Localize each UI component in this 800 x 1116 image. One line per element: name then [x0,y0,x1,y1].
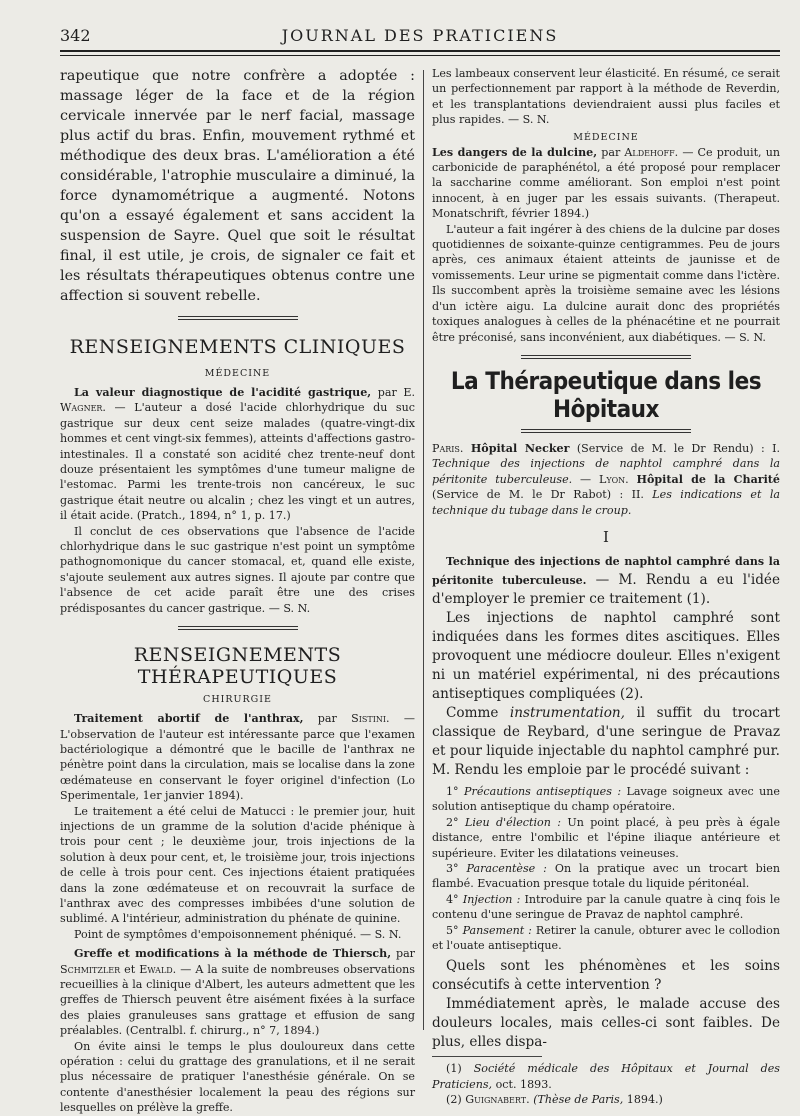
page-number: 342 [60,26,91,45]
technique-heading: Technique des injections de naphtol camphré dans la péritonite tuberculeuse. [432,554,780,587]
procedure-steps [432,784,780,953]
right-column [432,66,780,1108]
graft-article-author: Schmitzler [60,962,121,976]
therapeutic-section-title: RENSEIGNEMENTS THÉRAPEUTIQUES [133,644,342,689]
section-divider [521,355,691,359]
footnote-rule [432,1056,542,1057]
anthrax-article-author: Sistini. [351,712,390,726]
graft-article-author: Ewald. [139,962,177,976]
procedure-step: 3° Paracentèse : On la pratique avec un trocart bien flambé. Evacuation presque totale du liquide péritonéal. [432,861,781,891]
hospitals-section-title: La Thérapeutique dans les Hôpitaux [450,366,762,423]
anthrax-article-heading: Traitement abortif de l'anthrax, [74,712,304,726]
clinical-section-title: RENSEIGNEMENTS CLINIQUES [69,336,406,358]
technique-intro: Technique des injections de naphtol camphré dans la péritonite tuberculeuse. — M. Rendu a eu l'idée d'employer le premier ce traitement (1). [432,554,781,607]
hospitals-summary: Paris. Hôpital Necker (Service de M. le Dr Rendu) : I. Technique des injections de naphtol camphré dans la péritonite tuberculeuse. — Lyon. Hôpital de la Charité (Service de M. le Dr Rabot) : II. Les indications et la technique du tubage dans le croup. [432,441,780,517]
followup-p1: Quels sont les phénomènes et les soins consécutifs à cette intervention ? [432,958,780,994]
page-header [60,26,780,48]
procedure-step: 4° Injection : Introduire par la canule quatre à cinq fois le contenu d'une seringue de Pravaz de naphtol camphré. [432,892,781,922]
clinical-article-p2: Il conclut de ces observations que l'absence de l'acide chlorhydrique dans le suc gastrique n'est point un symptôme pathognomonique du cancer stomacal, et, quand elle existe, s'ajoute seulement aux autres signes. Il ajoute par contre que l'absence de cet acide paraît être une des crises prédisposantes du cancer gastrique. — S. N. [60,524,415,615]
procedure-step: 5° Pansement : Retirer la canule, obturer avec le collodion et l'ouate antiseptique. [432,923,781,952]
dulcine-article-heading: Les dangers de la dulcine, [432,145,598,159]
clinical-article-author: E. Wagner. [60,386,415,415]
journal-title: JOURNAL DES PRATICIENS [281,26,559,45]
anthrax-article-p1: Traitement abortif de l'anthrax, par Sistini. — L'observation de l'auteur est intéressante parce que l'examen bactériologique a démontré que le bacille de l'anthrax ne pénètre point dans la circulation, mais se localise dans la zone œdémateuse en conservant le foyer originel d'infection (Lo Sperimentale, 1er janvier 1894). [60,712,415,803]
technique-p3: Comme instrumentation, il suffit du trocart classique de Reybard, d'une seringue de Pravaz et pour liquide injectable du naphtol camphré pur. M. Rendu les emploie par le procédé suivant : [432,704,780,778]
hospital-charite: Hôpital de la Charité [636,472,780,486]
dulcine-article-author: Aldehoff. [624,145,679,159]
graft-article-p1: Greffe et modifications à la méthode de Thiersch, par Schmitzler et Ewald. — A la suite de nombreuses observations recueillies à la clinique d'Albert, les auteurs admettent que les greffes de Thiersch peuvent être aisément fixées à la surface des plaies granuleuses sans grattage et effusion de sang préalables. (Centralbl. f. chirurg., n° 7, 1894.) [60,947,415,1038]
section-divider [178,626,298,630]
footnote-1: (1) Société médicale des Hôpitaux et Journal des Praticiens, oct. 1893. [432,1062,780,1091]
graft-continuation: Les lambeaux conservent leur élasticité. En résumé, ce serait un perfectionnement par rapport à la méthode de Reverdin, et les transplantations deviendraient aussi plus faciles et plus rapides. — S. N. [432,67,780,127]
intro-paragraph: rapeutique que notre confrère a adoptée : massage léger de la face et de la région cervicale innervée par le nerf facial, massage plus actif du bras. Enfin, mouvement rythmé et méthodique des deux bras. L'amélioration a été considérable, l'atrophie musculaire a diminué, la force dynamométrique a augmenté. Notons qu'on a essayé également et sans accident la suspension de Sayre. Quel que soit le résultat final, il est utile, je crois, de signaler ce fait et les résultats thérapeutiques obtenus contre une affection si souvent rebelle. [60,68,415,304]
hospital-necker: Hôpital Necker [470,441,570,455]
procedure-step: 2° Lieu d'élection : Un point placé, à peu près à égale distance, entre l'ombilic et l'épine iliaque antérieure et supérieure. Eviter les dilatations veineuses. [432,815,781,860]
clinical-article-heading: La valeur diagnostique de l'acidité gastrique, [74,386,372,399]
medicine-category: MÉDECINE [573,131,639,143]
surgery-category: CHIRURGIE [203,694,272,706]
section-divider [521,429,691,433]
header-rule [60,50,780,52]
left-column [60,66,415,1116]
graft-article-p2: On évite ainsi le temps le plus douloureux dans cette opération : celui du grattage des granulations, et il ne serait plus nécessaire de pratiquer l'anesthésie générale. On se contente d'anesthésier localement la peau des régions sur lesquelles on prélève la greffe. [60,1039,415,1115]
part-numeral: I [603,527,609,546]
clinical-category: MÉDECINE [204,368,271,379]
column-divider [423,70,424,1030]
procedure-step: 1° Précautions antiseptiques : Lavage soigneux avec une solution antiseptique du champ opératoire. [432,784,781,814]
anthrax-article-p3: Point de symptômes d'empoisonnement phéniqué. — S. N. [74,927,402,941]
section-divider [178,316,298,320]
clinical-article-p1: La valeur diagnostique de l'acidité gastrique, par E. Wagner. — L'auteur a dosé l'acide chlorhydrique du suc gastrique sur deux cent seize malades (quatre-vingt-dix hommes et cent vingt-six femmes), atteints d'affections gastro-intestinales. Il a constaté son acidité chez trente-neuf dont douze présentaient les symptômes d'une tumeur maligne de l'estomac. Parmi les trente-trois non cancéreux, le suc gastrique était neutre ou alcalin ; chez les vingt et un autres, il était acide. (Pratch., 1894, n° 1, p. 17.) [60,386,415,523]
dulcine-article-p1: Les dangers de la dulcine, par Aldehoff. — Ce produit, un carbonicide de paraphénétol, a été proposé pour remplacer la saccharine comme améliorant. Son emploi n'est point innocent, à en juger par les essais suivants. (Therapeut. Monatschrift, février 1894.) [432,145,781,221]
dulcine-article-p2: L'auteur a fait ingérer à des chiens de la dulcine par doses quotidiennes de soixante-quinze centigrammes. Peu de jours après, ces animaux étaient atteints de jaunisse et de vomissements. Leur urine se pigmentait comme dans l'ictère. Ils succombent après la troisième semaine avec les lésions d'un ictère aigu. La dulcine aurait donc des propriétés toxiques analogues à celles de la phénacétine et ne pourrait être préconisé, sans inconvénient, aux diabétiques. — S. N. [432,222,780,344]
followup-p2: Immédiatement après, le malade accuse des douleurs locales, mais celles-ci sont faibles. De plus, elles dispa- [432,996,780,1051]
footnote-2: (2) Guignabert. (Thèse de Paris, 1894.) [446,1093,663,1107]
header-rule-thin [60,55,780,56]
anthrax-article-p2: Le traitement a été celui de Matucci : le premier jour, huit injections de un gramme de la solution d'acide phénique à trois pour cent ; le deuxième jour, trois injections de la solution à deux pour cent, et, le troisième jour, trois injections de celle à trois pour cent. Ces injections étaient pratiquées dans la zone œdémateuse et on recouvrait la surface de l'anthrax avec des compresses imbibées d'une solution de sublimé. A l'intérieur, administration du phénate de quinine. [60,804,415,926]
technique-p2: Les injections de naphtol camphré sont indiquées dans les formes dites ascitiques. Elles provoquent une médiocre douleur. Elles n'exigent ni un matériel expérimental, ni des précautions antiseptiques compliquées (2). [432,609,780,702]
graft-article-heading: Greffe et modifications à la méthode de Thiersch, [74,947,392,961]
